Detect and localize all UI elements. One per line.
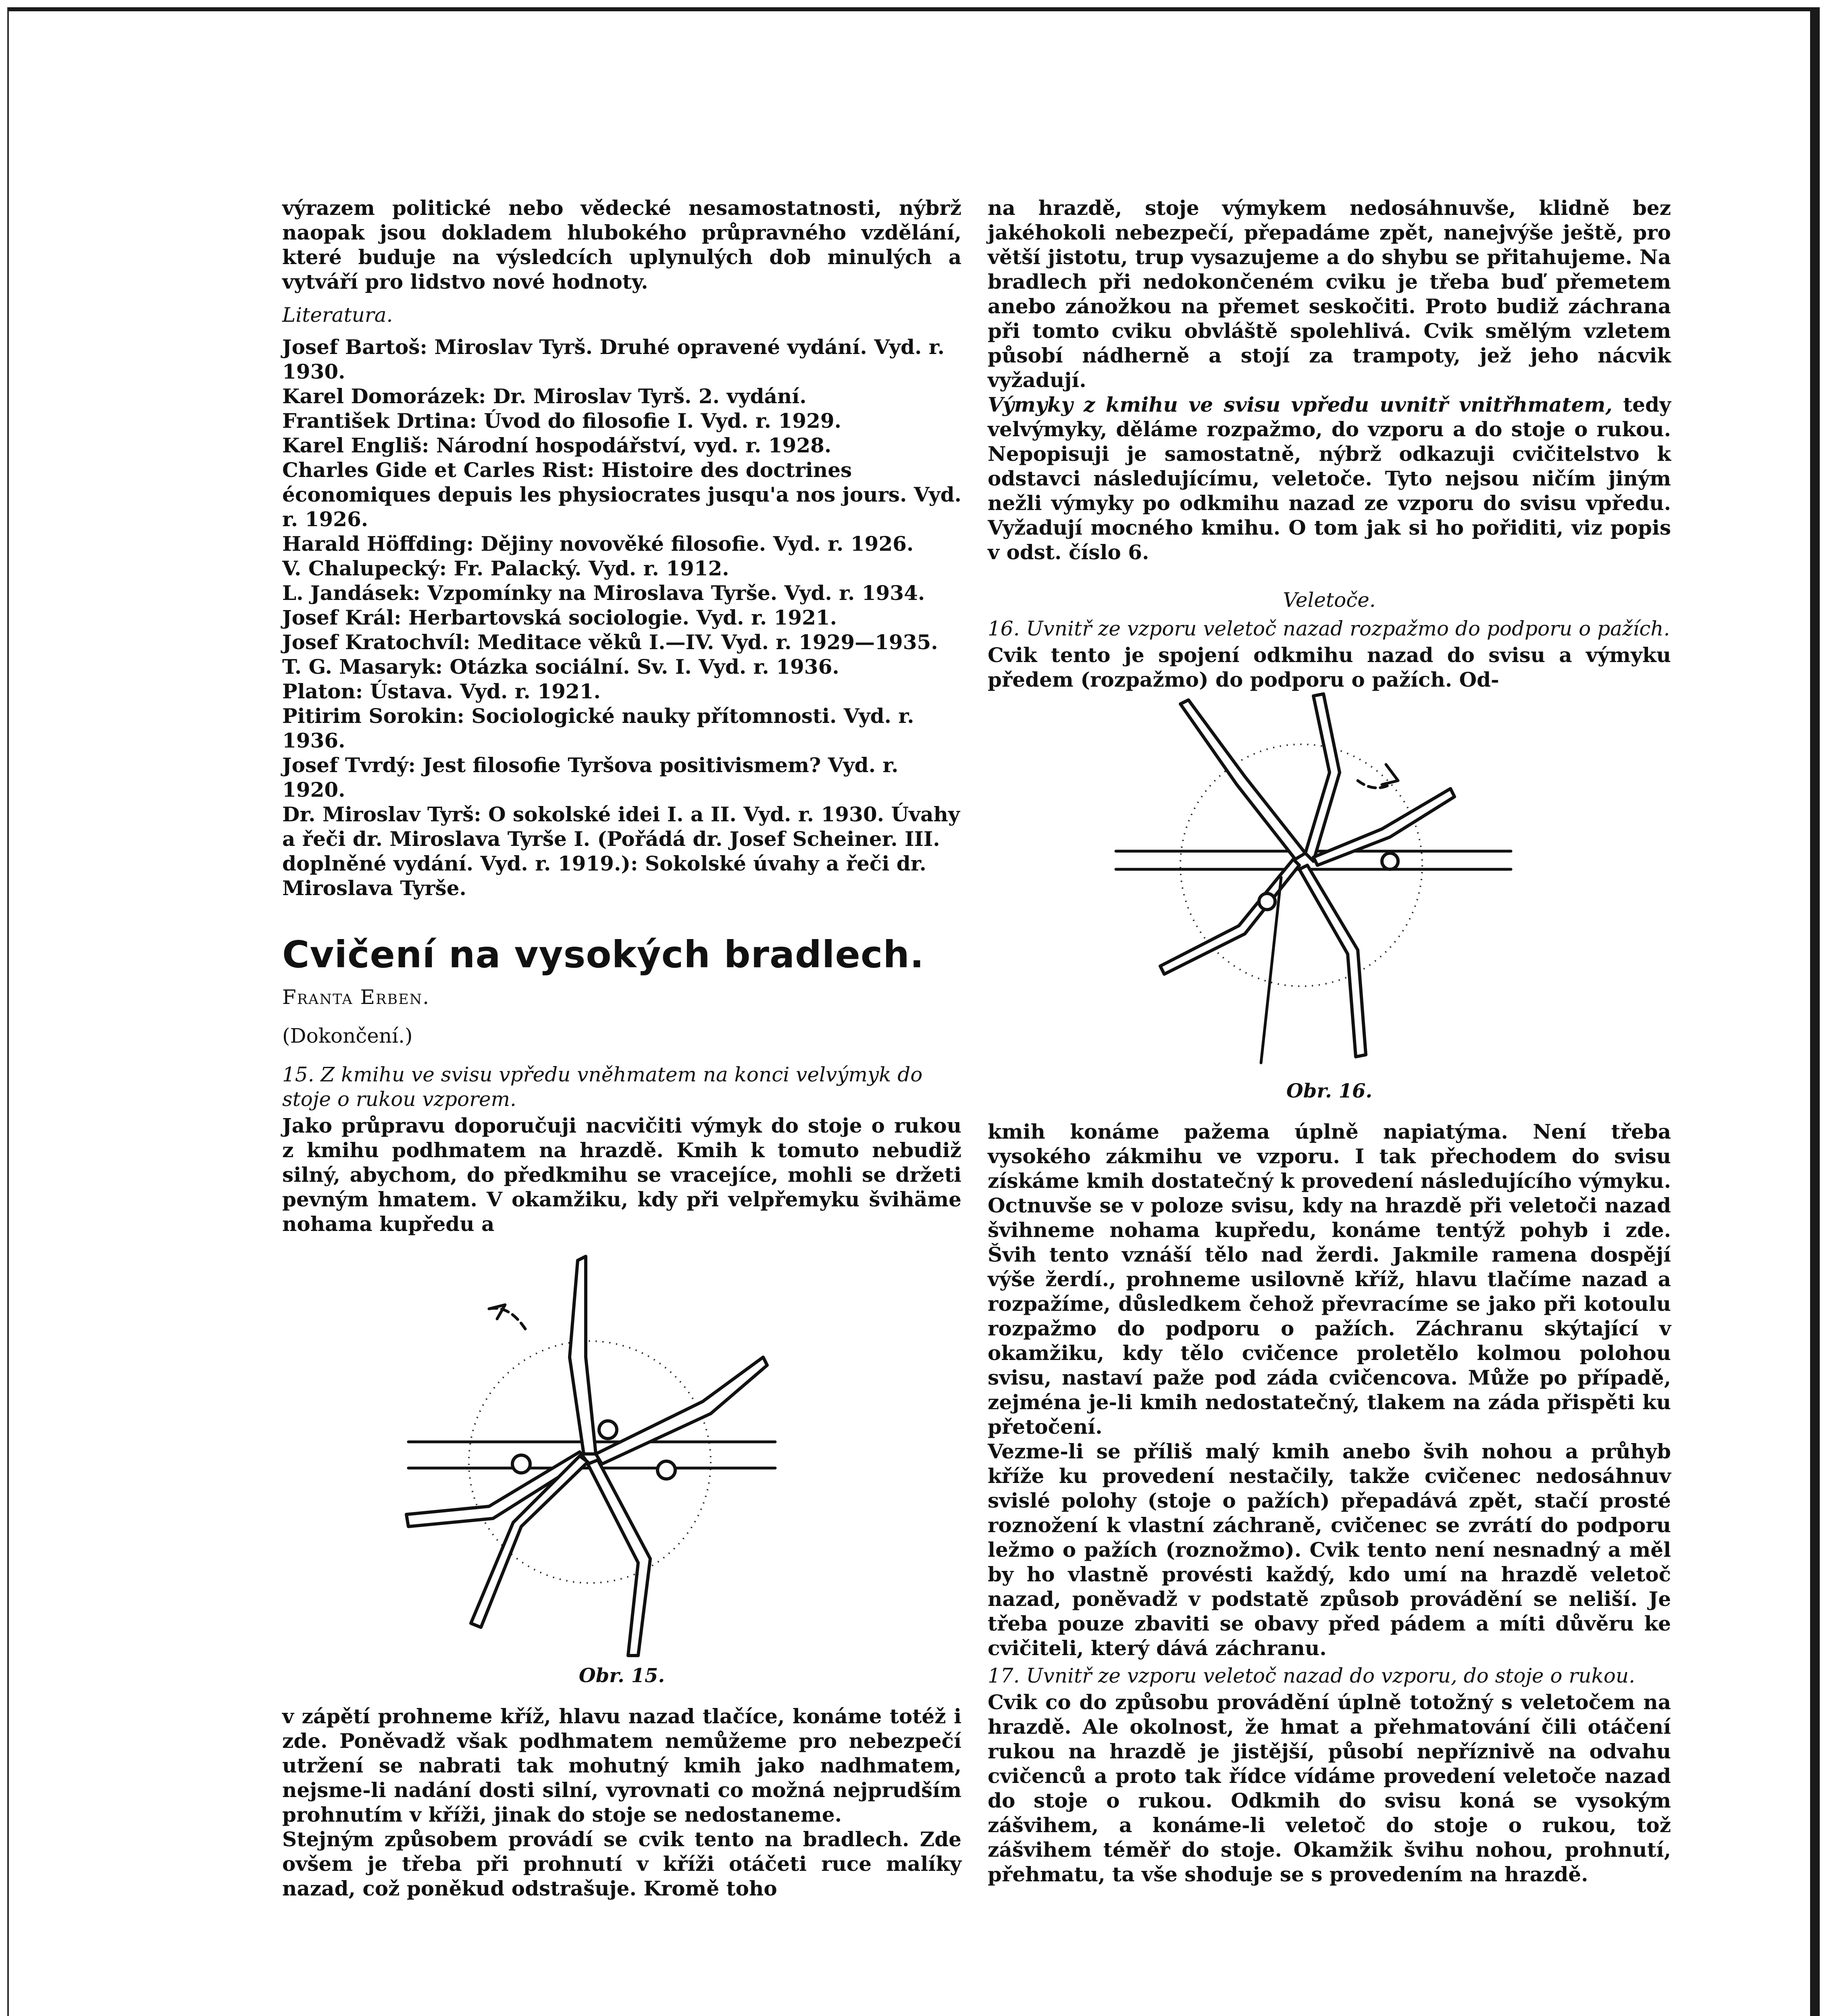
exercise-16-heading: 16. Uvnitř ze vzporu veletoč nazad rozpažmo do podporu o pažích.	[988, 617, 1670, 640]
exercise-16-continued: kmih konáme pažema úplně napiatýma. Není třeba vysokého zákmihu ve vzporu. I tak přechodem do svisu získáme kmih dostatečný k provedení následujícího výmyku. Octnuvše se v poloze svisu, kdy na hrazdě při veletoči nazad švihneme nohama kupředu, konáme tentýž pohyb i zde. Švih tento vznáší tělo nad žerdi. Jakmile ramena dospějí výše žerdí., prohneme usilovně kříž, hlavu tlačíme nazad a rozpažíme, důsledkem čehož převracíme se jako při kotoulu rozpažmo do podporu o pažích. Záchranu skýtající v okamžiku, kdy tělo cvičence proletělo kolmou polohou svisu, nastaví paže pod záda cvičencova. Může po případě, zejména je-li kmih nedostatečný, tlakem na záda přispěti ku přetočení.	[988, 1120, 1671, 1439]
figure-15-caption: Obr. 15.	[578, 1664, 665, 1687]
exercise-15-continued-2: Stejným způsobem provádí se cvik tento na bradlech. Zde ovšem je třeba při prohnutí v kříži otáčeti ruce malíky nazad, což poněkud odstrašuje. Kromě toho	[282, 1827, 961, 1900]
literature-list	[282, 335, 961, 900]
vymyky-lead: Výmyky z kmihu ve svisu vpředu uvnitř vnitřhmatem,	[988, 393, 1613, 417]
literature-item: T. G. Masaryk: Otázka sociální. Sv. I. Vyd. r. 1936.	[282, 655, 839, 679]
literature-item: Charles Gide et Carles Rist: Histoire des doctrines économiques depuis les physiocrates jusqu'a nos jours. Vyd. r. 1926.	[282, 458, 961, 531]
literature-item: Karel Domorázek: Dr. Miroslav Tyrš. 2. vydání.	[282, 384, 807, 408]
exercise-15-text: Jako průpravu doporučuji nacvičiti výmyk do stoje o rukou z kmihu podhmatem na hrazdě. Kmih k tomuto nebudiž silný, abychom, do předkmihu se vracejíce, mohli se držeti pevným hmatem. V okamžiku, kdy při velpřemyku švihäme nohama kupředu a	[282, 1114, 961, 1236]
literature-item: Josef Kratochvíl: Meditace věků I.—IV. Vyd. r. 1929—1935.	[282, 630, 938, 654]
literature-item: L. Jandásek: Vzpomínky na Miroslava Tyrše. Vyd. r. 1934.	[282, 581, 925, 605]
article-subtitle: (Dokončení.)	[282, 1024, 413, 1048]
vymyky-paragraph	[988, 392, 1671, 564]
literature-item: Pitirim Sorokin: Sociologické nauky přítomnosti. Vyd. r. 1936.	[282, 704, 914, 752]
literature-item: František Drtina: Úvod do filosofie I. Vyd. r. 1929.	[282, 409, 842, 433]
literature-item: Karel Engliš: Národní hospodářství, vyd. r. 1928.	[282, 433, 832, 457]
literature-item: V. Chalupecký: Fr. Palacký. Vyd. r. 1912.	[282, 556, 729, 580]
exercise-15-heading: 15. Z kmihu ve svisu vpředu vněhmatem na konci velvýmyk do stoje o rukou vzporem.	[282, 1063, 923, 1111]
exercise-16-text: Cvik tento je spojení odkmihu nazad do svisu a výmyku předem (rozpažmo) do podporu o pažích. Od-	[988, 643, 1671, 691]
exercise-16-continued-2: Vezme-li se příliš malý kmih anebo švih nohou a průhyb kříže ku provedení nestačily, takže cvičenec nedosáhnuv svislé polohy (stoje o pažích) přepadává zpět, stačí prosté roznožení k vlastní záchraně, cvičenec se zvrátí do podporu ležmo o pažích (roznožmo). Cvik tento není nesnadný a měl by ho vlastně provésti každý, kdo umí na hrazdě veletoč nazad, poněvadž v podstatě způsob provádění se neliší. Je třeba pouze zbaviti se obavy před pádem a míti důvěru ke cvičiteli, který dává záchranu.	[988, 1439, 1671, 1660]
intro-paragraph: výrazem politické nebo vědecké nesamostatnosti, nýbrž naopak jsou dokladem hlubokého průpravného vzdělání, které buduje na výsledcích uplynulých dob minulých a vytváří pro lidstvo nové hodnoty.	[282, 196, 961, 294]
exercise-15-continued: v zápětí prohneme kříž, hlavu nazad tlačíce, konáme totéž i zde. Poněvadž však podhmatem nemůžeme pro nebezpečí utržení se nabrati tak mohutný kmih jako nadhmatem, nejsme-li nadání dosti silní, vyrovnati co možná nejprudším prohnutím v kříži, jinak do stoje se nedostaneme.	[282, 1704, 961, 1826]
literature-heading: Literatura.	[282, 303, 393, 327]
exercise-17-heading: 17. Uvnitř ze vzporu veletoč nazad do vzporu, do stoje o rukou.	[988, 1664, 1636, 1687]
literature-item: Dr. Miroslav Tyrš: O sokolské idei I. a II. Vyd. r. 1930. Úvahy a řeči dr. Miroslava Tyrše I. (Pořádá dr. Josef Scheiner. III. doplněné vydání. Vyd. r. 1919.): Sokolské úvahy a řeči dr. Miroslava Tyrše.	[282, 802, 960, 900]
vymyky-text: tedy velvýmyky, děláme rozpažmo, do vzporu a do stoje o rukou. Nepopisuji je samostatně, nýbrž odkazuji cvičitelstvo k odstavci následujícímu, veletoče. Tyto nejsou ničím jiným nežli výmyky po odkmihu nazad ze vzporu do svisu vpředu. Vyžadují mocného kmihu. O tom jak si ho pořiditi, viz popis v odst. číslo 6.	[988, 393, 1671, 564]
literature-item: Harald Höffding: Dějiny novověké filosofie. Vyd. r. 1926.	[282, 532, 914, 556]
figure-15-illustration	[360, 1236, 884, 1660]
literature-item: Josef Král: Herbartovská sociologie. Vyd. r. 1921.	[282, 606, 837, 629]
veletoce-heading: Veletoče.	[1283, 588, 1376, 612]
literature-item: Platon: Ústava. Vyd. r. 1921.	[282, 679, 601, 703]
article-author: Franta Erben.	[282, 985, 430, 1009]
figure-16-illustration	[1108, 692, 1551, 1075]
exercise-17-text: Cvik co do způsobu provádění úplně totožný s veletočem na hrazdě. Ale okolnost, že hmat a přehmatování čili otáčení rukou na hrazdě je jistější, působí nepříznivě na odvahu cvičenců a proto tak řídce vídáme provedení veletoče nazad do stoje o rukou. Odkmih do svisu koná se vysokým zášvihem, a konáme-li veletoč do stoje o rukou, tož zášvihem téměř do stoje. Okamžik švihu nohou, prohnutí, přehmatu, ta vše shoduje se s provedením na hrazdě.	[988, 1690, 1671, 1886]
literature-item: Josef Bartoš: Miroslav Tyrš. Druhé opravené vydání. Vyd. r. 1930.	[282, 335, 945, 383]
left-column	[282, 196, 961, 1901]
right-column	[988, 196, 1671, 1887]
figure-16-caption: Obr. 16.	[1286, 1080, 1373, 1102]
article-title: Cvičení na vysokých bradlech.	[282, 933, 924, 976]
literature-item: Josef Tvrdý: Jest filosofie Tyršova positivismem? Vyd. r. 1920.	[282, 753, 899, 802]
continued-paragraph: na hrazdě, stoje výmykem nedosáhnuvše, klidně bez jakéhokoli nebezpečí, přepadáme zpět, nanejvýše ještě, pro větší jistotu, trup vysazujeme a do shybu se přitahujeme. Na bradlech při nedokončeném cviku je třeba buď přemetem anebo zánožkou na přemet seskočiti. Proto budiž záchrana při tomto cviku obvláště spolehlivá. Cvik smělým vzletem působí nádherně a stojí za trampoty, jež jeho nácvik vyžadují.	[988, 196, 1671, 392]
